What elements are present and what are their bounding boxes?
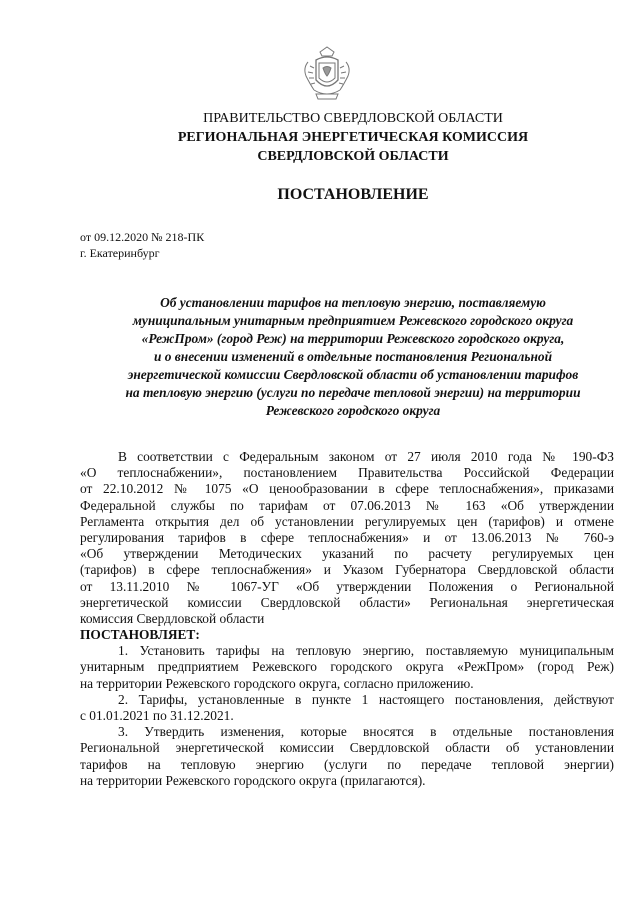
body-line: В соответствии с Федеральным законом от 27 июля 2010 года № 190-ФЗ (118, 449, 614, 464)
item-3 (80, 724, 614, 789)
body-line: с 01.01.2021 по 31.12.2021. (80, 708, 234, 724)
title-line: «РежПром» (город Реж) на территории Режевского городского округа, (141, 331, 565, 346)
document-type: ПОСТАНОВЛЕНИЕ (277, 186, 429, 203)
body-line: тарифов на тепловую энергию (услуги по передаче тепловой энергии) (80, 756, 614, 772)
title-line: и о внесении изменений в отдельные постановления Региональной (153, 349, 553, 364)
item-2 (80, 692, 614, 724)
city: г. Екатеринбург (80, 246, 160, 260)
body-line: 2. Тарифы, установленные в пункте 1 настоящего постановления, действуют (118, 691, 614, 707)
commission-name: РЕГИОНАЛЬНАЯ ЭНЕРГЕТИЧЕСКАЯ КОМИССИЯ (177, 130, 529, 145)
body-line: 1. Установить тарифы на тепловую энергию, поставляемую муниципальным (118, 643, 614, 659)
title-line: Режевского городского округа (265, 403, 441, 418)
body-line: Федеральной службы по тарифам от 07.06.2013 № 163 «Об утверждении (80, 497, 614, 513)
resolve-heading: ПОСТАНОВЛЯЕТ: (80, 627, 200, 643)
body-line: регулирования тарифов в сфере теплоснабжения» и от 13.06.2013 № 760-э (80, 529, 614, 545)
title-line: Об установлении тарифов на тепловую энергию, поставляемую (160, 295, 546, 310)
title-line: муниципальным унитарным предприятием Режевского городского округа (132, 313, 574, 328)
document-body (80, 449, 614, 789)
body-line: на территории Режевского городского округа (прилагаются). (80, 772, 426, 788)
body-line: комиссия Свердловской области (80, 610, 265, 626)
body-line: 3. Утвердить изменения, которые вносятся в отдельные постановления (118, 724, 614, 740)
body-line: «О теплоснабжении», постановлением Правительства Российской Федерации (80, 465, 614, 481)
item-1 (80, 643, 614, 692)
government-name: ПРАВИТЕЛЬСТВО СВЕРДЛОВСКОЙ ОБЛАСТИ (203, 111, 503, 126)
body-line: от 13.11.2010 № 1067-УГ «Об утверждении Положения о Региональной (80, 578, 614, 594)
title-line: на тепловую энергию (услуги по передаче тепловой энергии) на территории (125, 385, 581, 400)
region-name: СВЕРДЛОВСКОЙ ОБЛАСТИ (257, 149, 449, 164)
title-line: энергетической комиссии Свердловской области об установлении тарифов (127, 367, 579, 382)
body-line: Регламента открытия дел об установлении регулируемых цен (тарифов) и отмене (80, 513, 614, 529)
date-number: от 09.12.2020 № 218-ПК (80, 230, 205, 244)
body-line: Региональной энергетической комиссии Свердловской области об установлении (80, 740, 614, 756)
body-line: от 22.10.2012 № 1075 «О ценообразовании в сфере теплоснабжения», приказами (80, 481, 614, 497)
body-line: «Об утверждении Методических указаний по расчету регулируемых цен (80, 546, 614, 562)
coat-of-arms-icon (302, 46, 352, 102)
body-line: на территории Режевского городского округа, согласно приложению. (80, 675, 474, 691)
preamble (80, 449, 614, 627)
document-title (80, 294, 626, 420)
body-line: энергетической комиссии Свердловской области» Региональная энергетическая (80, 594, 614, 610)
body-line: унитарным предприятием Режевского городского округа «РежПром» (город Реж) (80, 659, 614, 675)
body-line: (тарифов) в сфере теплоснабжения» и Указом Губернатора Свердловской области (80, 562, 614, 578)
